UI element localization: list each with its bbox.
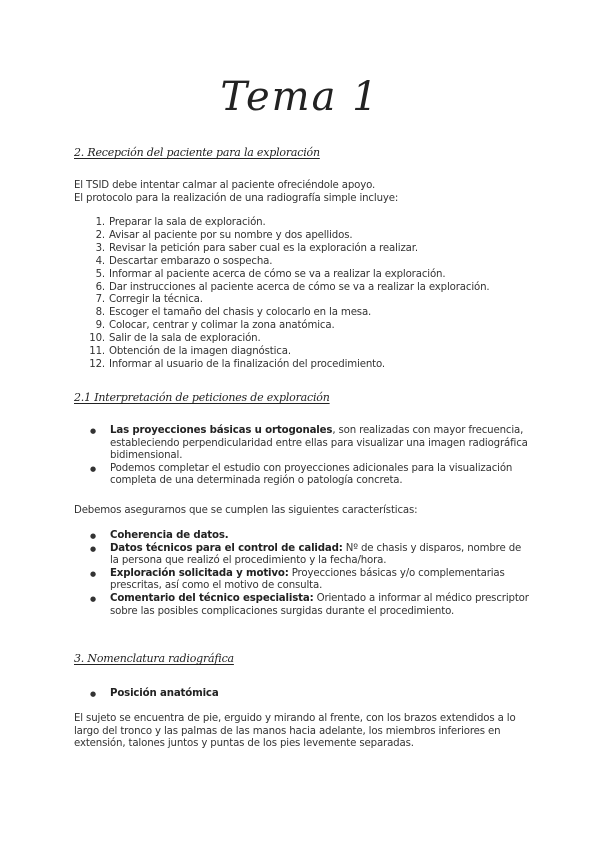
list-item: ● Exploración solicitada y motivo: Proyecciones básicas y/o complementarias prescritas, así como el motivo de consulta. [90,568,530,593]
list-item: ● Comentario del técnico especialista: Orientado a informar al médico prescriptor sobre las posibles complicaciones surgidas durante el procedimiento. [90,593,530,618]
list-item: ● Posición anatómica [90,688,530,701]
list-item: 1. Preparar la sala de exploración. [95,217,266,228]
list-item: ● Podemos completar el estudio con proyecciones adicionales para la visualización completa de una determinada región o patología concreta. [90,463,530,488]
list-item: ● Las proyecciones básicas u ortogonales, son realizadas con mayor frecuencia, estableciendo perpendicularidad entre ellas para visualizar una imagen radiográfica bidimensional. [90,425,530,463]
list-item: 11. Obtención de la imagen diagnóstica. [89,346,291,358]
protocol-steps-list [89,217,489,372]
list-item: 4. Descartar embarazo o sospecha. [95,255,273,267]
projections-list [90,425,530,488]
list-item: 8. Escoger el tamaño del chasis y colocarlo en la mesa. [95,307,372,319]
list-item: 3. Revisar la petición para saber cual es la exploración a realizar. [95,242,418,254]
list-item: 12. Informar al usuario de la finalización del procedimiento. [89,358,386,370]
list-item: 7. Corregir la técnica. [95,294,203,306]
list-item: 6. Dar instrucciones al paciente acerca de cómo se va a realizar la exploración. [95,281,490,293]
list-item: 10. Salir de la sala de exploración. [89,333,261,345]
section-2-1-heading: 2.1 Interpretación de peticiones de exploración [74,391,330,404]
list-item: ● Coherencia de datos. [90,530,530,543]
page-title: Tema 1 [220,74,380,120]
anatomical-position-list [90,688,530,701]
section-2-intro-1: El TSID debe intentar calmar al paciente ofreciéndole apoyo. [74,180,376,191]
list-item: ● Datos técnicos para el control de calidad: Nº de chasis y disparos, nombre de la persona que realizó el procedimiento y la fecha/hora. [90,543,530,568]
characteristics-list [90,530,530,618]
characteristics-intro: Debemos asegurarnos que se cumplen las siguientes características: [74,505,418,516]
section-2-intro-2: El protocolo para la realización de una radiografía simple incluye: [74,193,399,204]
section-3-heading: 3. Nomenclatura radiográfica [74,652,234,665]
list-item: 9. Colocar, centrar y colimar la zona anatómica. [95,320,335,332]
list-item: 5. Informar al paciente acerca de cómo se va a realizar la exploración. [95,268,446,280]
section-2-heading: 2. Recepción del paciente para la exploración [74,146,320,159]
list-item: 2. Avisar al paciente por su nombre y dos apellidos. [95,229,353,241]
anatomical-position-paragraph: El sujeto se encuentra de pie, erguido y mirando al frente, con los brazos extendidos a lo largo del tronco y las palmas de las manos hacia adelante, los miembros inferiores en extensión, talones juntos y puntas de los pies levemente separadas. [74,713,516,750]
